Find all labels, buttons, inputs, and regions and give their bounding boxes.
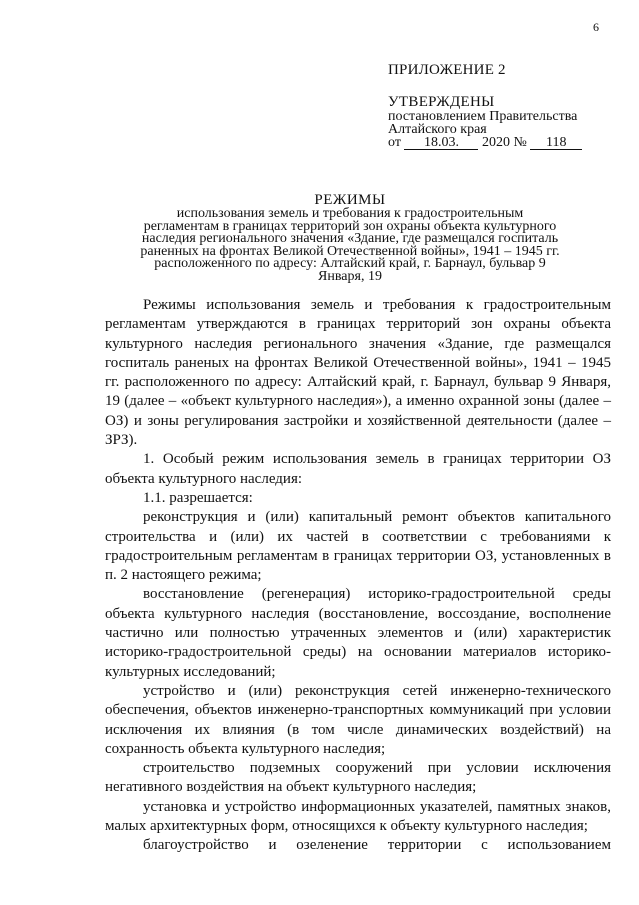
approval-line-2: Алтайского края — [388, 122, 487, 137]
approval-from-label: от — [388, 135, 401, 150]
paragraph-restoration: восстановление (регенерация) историко-градостроительной среды объекта культурного наследия (восстановление, воссоздание, восполнение частично или полностью утраченных элементов и (или) характеристик историко-градостроительной среды) на основании материалов историко-культурных исследований; — [105, 586, 611, 680]
paragraph-section-1: 1. Особый режим использования земель в границах территории ОЗ объекта культурного наследия: — [105, 451, 611, 487]
approval-line-1: постановлением Правительства — [388, 109, 578, 124]
document-title — [140, 192, 560, 284]
appendix-label: ПРИЛОЖЕНИЕ 2 — [388, 62, 506, 78]
title-subtitle: использования земель и требования к градостроительным регламентам в границах территорий зон охраны объекта культурного наследия регионального значения «Здание, где размещался госпиталь раненных на фронтах Великой Отечественной войны», 1941 – 1945 гг. расположенного по адресу: Алтайский край, г. Барнаул, бульвар 9 Января, 19 — [140, 206, 560, 284]
approval-number-sign: № — [513, 135, 527, 150]
paragraph-engineering-networks: устройство и (или) реконструкция сетей инженерно-технического обеспечения, объектов инженерно-транспортных коммуникаций при условии исключения их влияния (в том числе динамических воздействий) на сохранность объекта культурного наследия; — [105, 682, 611, 757]
approval-date: 18.03. — [404, 136, 478, 150]
approval-date-row — [388, 136, 582, 150]
title-main: РЕЖИМЫ — [314, 192, 386, 208]
paragraph-section-1-1: 1.1. разрешается: — [143, 489, 253, 506]
paragraph-information-signs: установка и устройство информационных указателей, памятных знаков, малых архитектурных форм, относящихся к объекту культурного наследия; — [105, 798, 611, 835]
approval-number: 118 — [530, 136, 582, 150]
approval-year: 2020 — [481, 135, 510, 150]
paragraph-intro: Режимы использования земель и требования к градостроительным регламентам утверждаются в границах территорий зон охраны объекта культурного наследия регионального значения «Здание, где размещался госпиталь раненых на фронтах Великой Отечественной войны», 1941 – 1945 гг. расположенного по адресу: Алтайский край, г. Барнаул, бульвар 9 Января, 19 (далее – «объект культурного наследия»), а именно охранной зоны (далее – ОЗ) и зоны регулирования застройки и хозяйственной деятельности (далее – ЗРЗ). — [105, 297, 611, 449]
paragraph-landscaping: благоустройство и озеленение территории с использованием — [143, 837, 611, 854]
page-number: 6 — [593, 20, 599, 34]
approval-heading: УТВЕРЖДЕНЫ — [388, 94, 495, 110]
approval-block — [388, 94, 582, 150]
paragraph-reconstruction: реконструкция и (или) капитальный ремонт объектов капитального строительства и (или) их частей в соответствии с требованиями к градостроительным регламентам в границах территории ОЗ, установленных в п. 2 настоящего режима; — [105, 509, 611, 584]
paragraph-underground-structures: строительство подземных сооружений при условии исключения негативного воздействия на объект культурного наследия; — [105, 760, 611, 796]
body-text — [105, 296, 611, 856]
